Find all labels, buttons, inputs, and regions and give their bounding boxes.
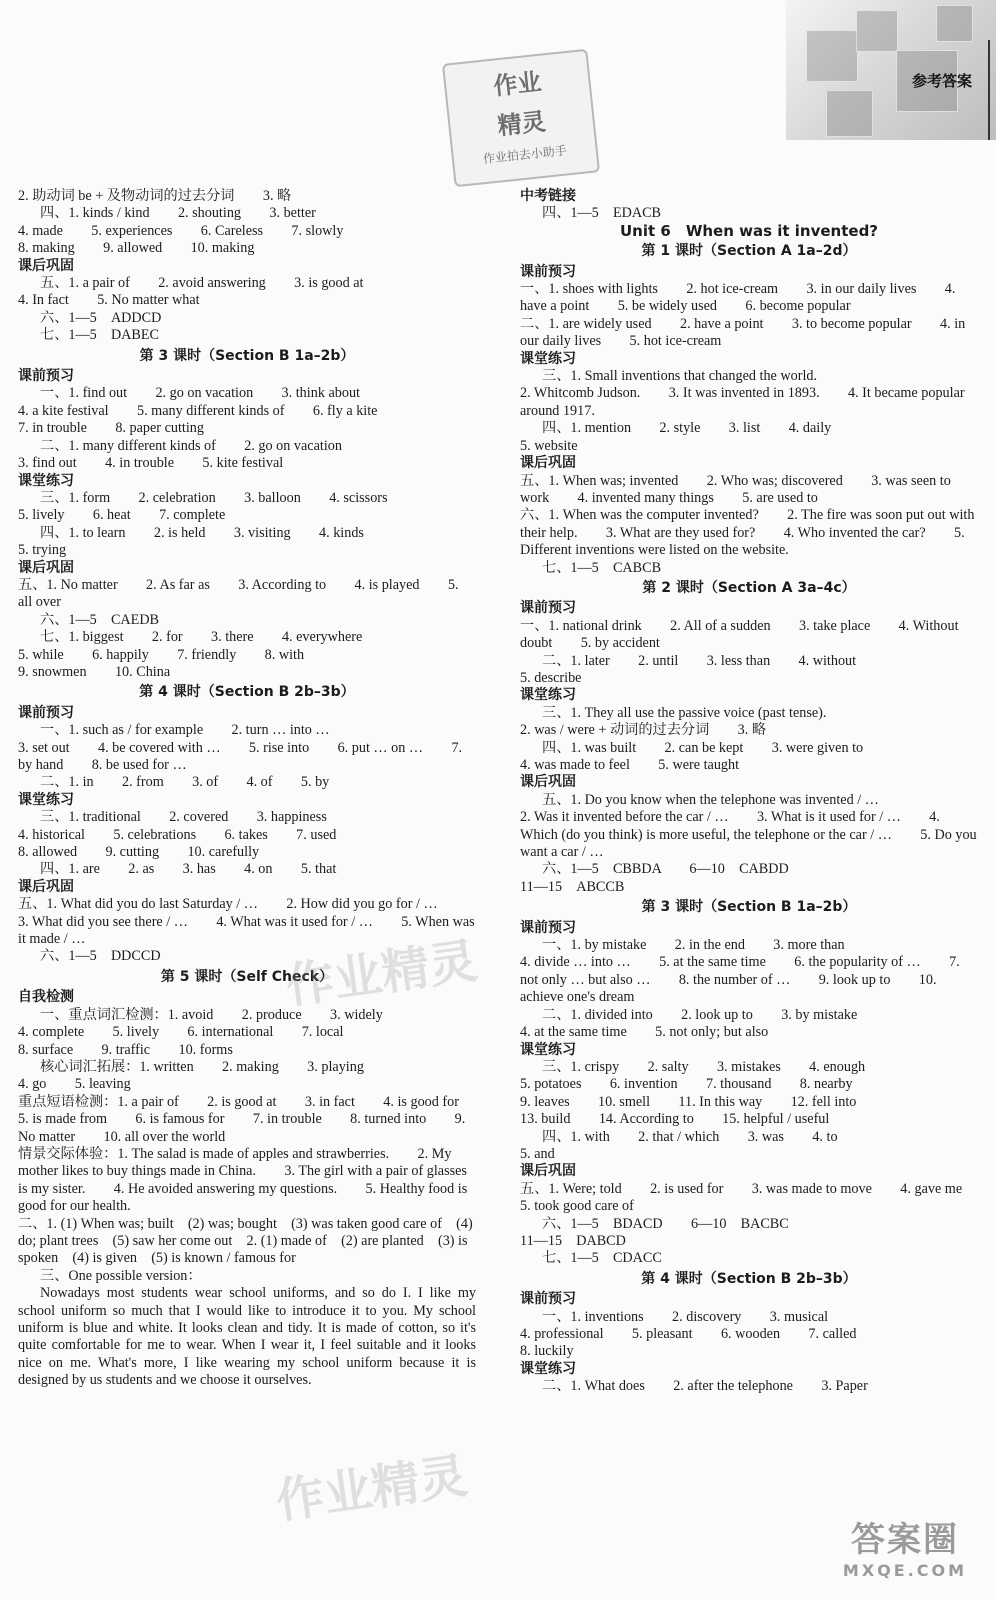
- lesson-title: 第 3 课时（Section B 1a–2b）: [641, 899, 857, 916]
- answer-line: 核心词汇拓展：1. written 2. making 3. playing: [40, 1058, 364, 1075]
- watermark: 作业精灵: [282, 932, 481, 1016]
- answer-paragraph: 2. Whitcomb Judson. 3. It was invented in 1893. 4. It became popular around 1917.: [520, 385, 965, 419]
- answer-line: 4. In fact 5. No matter what: [18, 292, 200, 309]
- section-heading: 中考链接: [520, 188, 576, 204]
- section-heading: 课后巩固: [18, 559, 74, 576]
- lesson-title: 第 3 课时（Section B 1a–2b）: [139, 347, 355, 364]
- answer-paragraph: 五、1. When was; invented 2. Who was; discovered 3. was seen to work 4. invented many things 5. are used to: [520, 472, 951, 506]
- answer-line: 4. complete 5. lively 6. international 7. local: [18, 1024, 344, 1041]
- answer-line: 三、1. Small inventions that changed the world.: [542, 368, 818, 385]
- answer-line: 一、1. by mistake 2. in the end 3. more than: [542, 937, 845, 954]
- answer-paragraph: 2. Was it invented before the car / … 3. What is it used for / … 4. Which (do you think) is more useful, the telephone or the car / … 5. Do you want a car / …: [520, 809, 977, 861]
- answer-line: 5. and: [520, 1145, 555, 1162]
- answer-line: 4. a kite festival 5. many different kinds of 6. fly a kite: [18, 402, 378, 419]
- section-heading: 课堂练习: [18, 472, 74, 489]
- lesson-title: 第 4 课时（Section B 2b–3b）: [641, 1270, 857, 1287]
- answer-line: 二、1. What does 2. after the telephone 3. Paper: [542, 1378, 868, 1395]
- answer-line: 4. made 5. experiences 6. Careless 7. slowly: [18, 222, 344, 239]
- answer-line: 七、1—5 CDACC: [542, 1250, 662, 1267]
- answer-paragraph: 重点短语检测：1. a pair of 2. is good at 3. in fact 4. is good for 5. is made from 6. is famous for 7. in trouble 8. turned into 9. No matter 10. all over the world: [18, 1093, 488, 1145]
- answer-paragraph: 二、1. (1) When was; built (2) was; bought (3) was taken good care of (4) do; plant trees (5) saw her come out 2. (1) made of (2) are planted (3) is spoken (4) is given (5) is known / famous for: [18, 1215, 473, 1267]
- answer-paragraph: 五、1. No matter 2. As far as 3. According to 4. is played 5. all over: [18, 576, 459, 611]
- answer-paragraph: 二、1. are widely used 2. have a point 3. to become popular 4. in our daily lives 5. hot ice-cream: [520, 315, 966, 350]
- answer-paragraph: 一、1. shoes with lights 2. hot ice-cream 3. in our daily lives 4. have a point 5. be widely used 6. become popular: [520, 281, 956, 315]
- answer-line: 4. at the same time 5. not only; but also: [520, 1024, 769, 1041]
- lesson-title: 第 4 课时（Section B 2b–3b）: [139, 684, 355, 701]
- answer-paragraph: 3. set out 4. be covered with … 5. rise into 6. put … on … 7. by hand 8. be used for …: [18, 739, 463, 773]
- footer-logo: [830, 1512, 980, 1582]
- section-heading: 课堂练习: [520, 350, 576, 367]
- answer-paragraph: 4. divide … into … 5. at the same time 6. the popularity of … 7. not only … but also … 8. the number of … 9. look up to 10. achieve one's dream: [520, 954, 960, 1006]
- answer-line: 七、1—5 CABCB: [542, 559, 662, 576]
- section-heading: 自我检测: [18, 989, 74, 1006]
- section-label: 参考答案: [911, 72, 972, 90]
- answer-line: 一、1. inventions 2. discovery 3. musical: [542, 1308, 829, 1325]
- answer-column-right: [520, 188, 991, 1396]
- answer-line: 四、1. kinds / kind 2. shouting 3. better: [40, 205, 316, 222]
- answer-line: 3. find out 4. in trouble 5. kite festival: [18, 455, 284, 472]
- answer-line: 六、1—5 DDCCD: [40, 948, 161, 965]
- answer-line: 五、1. Do you know when the telephone was invented / …: [542, 791, 879, 808]
- answer-line: 四、1. with 2. that / which 3. was 4. to: [542, 1128, 838, 1145]
- answer-line: 二、1. in 2. from 3. of 4. of 5. by: [40, 774, 330, 791]
- section-heading: 课堂练习: [18, 791, 74, 808]
- section-heading: 课后巩固: [520, 455, 576, 472]
- stamp-line-3: 作业拍去小助手: [482, 143, 568, 167]
- section-heading: 课后巩固: [18, 257, 74, 274]
- section-heading: 课后巩固: [520, 774, 576, 791]
- answer-line: 8. surface 9. traffic 10. forms: [18, 1041, 233, 1058]
- answer-line: 一、1. find out 2. go on vacation 3. think about: [40, 385, 360, 402]
- answer-line: 三、One possible version：: [40, 1267, 202, 1284]
- section-heading: 课前预习: [520, 919, 576, 936]
- answer-line: 11—15 ABCCB: [520, 878, 625, 895]
- answer-paragraph: 五、1. Were; told 2. is used for 3. was made to move 4. gave me 5. took good care of: [520, 1180, 991, 1215]
- answer-line: 三、1. form 2. celebration 3. balloon 4. scissors: [40, 489, 388, 506]
- footer-logo-line-2: MXQE.COM: [842, 1561, 968, 1580]
- section-heading: 课后巩固: [18, 878, 74, 895]
- answer-line: 5. website: [520, 437, 578, 454]
- answer-line: 四、1. to learn 2. is held 3. visiting 4. kinds: [40, 524, 364, 541]
- answer-line: 七、1—5 DABEC: [40, 327, 160, 344]
- footer-logo-line-1: 答案圈: [851, 1520, 959, 1560]
- section-heading: 课堂练习: [520, 1360, 576, 1377]
- lesson-title: 第 2 课时（Section A 3a–4c）: [642, 579, 856, 596]
- answer-line: 二、1. later 2. until 3. less than 4. without: [542, 652, 857, 669]
- answer-line: 5. trying: [18, 542, 67, 559]
- stamp-logo: [442, 49, 600, 188]
- answer-line: 4. was made to feel 5. were taught: [520, 757, 740, 773]
- stamp-line-2: 精灵: [496, 107, 547, 141]
- lesson-title: 第 5 课时（Self Check）: [160, 968, 334, 985]
- answer-line: 9. leaves 10. smell 11. In this way 12. fell into: [520, 1093, 857, 1110]
- answer-line: 四、1. was built 2. can be kept 3. were given to: [542, 739, 864, 756]
- answer-line: 二、1. divided into 2. look up to 3. by mistake: [542, 1006, 858, 1023]
- answer-line: 三、1. They all use the passive voice (past tense).: [542, 704, 827, 721]
- answer-line: 六、1—5 ADDCD: [40, 309, 162, 326]
- answer-line: 一、重点词汇检测：1. avoid 2. produce 3. widely: [40, 1006, 383, 1023]
- answer-paragraph: 情景交际体验：1. The salad is made of apples and strawberries. 2. My mother likes to buy things made in China. 3. The girl with a pair of glasses is my sister. 4. He avoided answering my questions. 5. Healthy food is good for our health.: [18, 1145, 468, 1215]
- section-heading: 课前预习: [520, 600, 576, 617]
- section-heading: 课前预习: [520, 263, 576, 280]
- answer-line: 五、1. a pair of 2. avoid answering 3. is good at: [40, 275, 364, 292]
- answer-line: 4. professional 5. pleasant 6. wooden 7. called: [520, 1326, 857, 1342]
- answer-line: 二、1. many different kinds of 2. go on vacation: [40, 437, 342, 454]
- answer-line: 四、1—5 EDACB: [542, 205, 662, 222]
- answer-paragraph: 五、1. What did you do last Saturday / … 2. How did you go for / … 3. What did you see there / … 4. What was it used for / … 5. When was it made / …: [18, 896, 475, 948]
- answer-line: 三、1. crispy 2. salty 3. mistakes 4. enough: [542, 1058, 866, 1075]
- stamp-line-1: 作业: [492, 67, 543, 101]
- answer-line: 三、1. traditional 2. covered 3. happiness: [40, 809, 327, 826]
- section-heading: 课前预习: [18, 704, 74, 721]
- answer-line: 六、1—5 BDACD 6—10 BACBC: [542, 1215, 789, 1232]
- answer-line: 六、1—5 CAEDB: [40, 611, 160, 628]
- answer-line: 5. potatoes 6. invention 7. thousand 8. nearby: [520, 1076, 853, 1093]
- essay-paragraph: Nowadays most students wear school uniforms, and so do I. I like my school uniform so much that I would like to introduce it to you. My school uniform is blue and white. It looks clean and tidy. It is made of cotton, so it's quite comfortable for me to wear. When I wear it, I feel suitable and it looks nice on me. What's more, I like wearing my school uniform because it is designed by us students and we choose it ourselves.: [18, 1285, 476, 1389]
- header-rule: [988, 40, 990, 140]
- section-heading: 课前预习: [520, 1291, 576, 1308]
- answer-line: 5. describe: [520, 669, 582, 686]
- answer-paragraph: 六、1. When was the computer invented? 2. The fire was soon put out with their help. 3. What are they used for? 4. Who invented the car? 5. Different inventions were listed on the website.: [520, 507, 975, 559]
- answer-line: 8. allowed 9. cutting 10. carefully: [18, 844, 260, 861]
- answer-line: 5. lively 6. heat 7. complete: [18, 507, 226, 524]
- answer-line: 七、1. biggest 2. for 3. there 4. everywhere: [40, 629, 363, 646]
- unit-title: Unit 6 When was it invented?: [619, 221, 879, 240]
- answer-line: 四、1. mention 2. style 3. list 4. daily: [542, 420, 832, 437]
- answer-line: 六、1—5 CBBDA 6—10 CABDD: [542, 861, 789, 878]
- section-heading: 课后巩固: [520, 1163, 576, 1180]
- answer-line: 7. in trouble 8. paper cutting: [18, 420, 204, 437]
- answer-line: 2. was / were + 动词的过去分词 3. 略: [520, 722, 767, 739]
- section-heading: 课堂练习: [520, 1041, 576, 1058]
- answer-line: 8. making 9. allowed 10. making: [18, 240, 255, 257]
- answer-line: 9. snowmen 10. China: [18, 663, 171, 680]
- section-heading: 课堂练习: [520, 687, 576, 704]
- answer-paragraph: 一、1. national drink 2. All of a sudden 3. take place 4. Without doubt 5. by accident: [520, 617, 959, 652]
- answer-line: 4. historical 5. celebrations 6. takes 7. used: [18, 826, 337, 843]
- answer-line: 4. go 5. leaving: [18, 1076, 131, 1093]
- answer-line: 5. while 6. happily 7. friendly 8. with: [18, 646, 305, 663]
- watermark: 作业精灵: [272, 1447, 471, 1531]
- answer-line: 四、1. are 2. as 3. has 4. on 5. that: [40, 861, 337, 878]
- answer-line: 8. luckily: [520, 1343, 574, 1360]
- section-heading: 课前预习: [18, 368, 74, 385]
- answer-line: 13. build 14. According to 15. helpful / useful: [520, 1111, 830, 1128]
- answer-line: 2. 助动词 be + 及物动词的过去分词 3. 略: [18, 188, 292, 204]
- lesson-title: 第 1 课时（Section A 1a–2d）: [641, 243, 857, 260]
- answer-line: 一、1. such as / for example 2. turn … into …: [40, 722, 330, 739]
- answer-line: 11—15 DABCD: [520, 1232, 626, 1249]
- answer-column-left: [18, 188, 488, 1390]
